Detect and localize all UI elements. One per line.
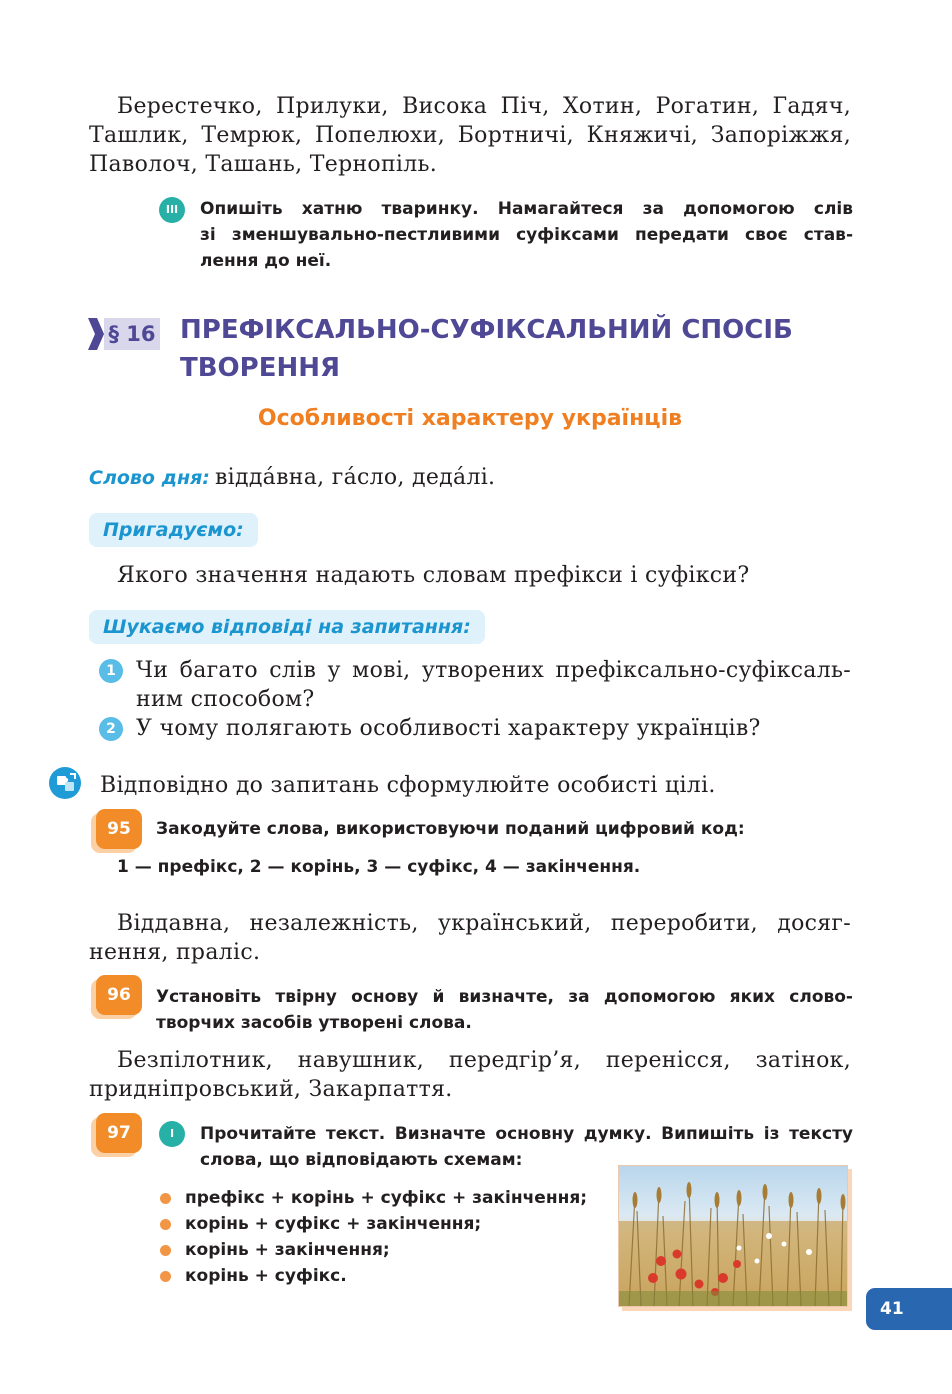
recall-label: Пригадуємо: [89,513,258,547]
bullet-icon [160,1245,171,1256]
text-line: Паволоч, Ташань, Тернопіль. [89,152,438,177]
task-level-badge: I [159,1121,185,1147]
recall-question: Якого значення надають словам префікси і суфікси? [117,563,750,588]
exercise-instruction: Закодуйте слова, використовуючи поданий цифровий код: [156,819,745,839]
text-line: творчих засобів утворені слова. [156,1013,472,1033]
question-number: 2 [99,717,123,741]
section-number: § 16 [104,318,160,350]
word-of-day-label: Слово дня: [89,467,210,489]
section-title-line: ТВОРЕННЯ [180,353,341,383]
question-number: 1 [99,659,123,683]
task-level-badge: III [159,197,185,223]
section-title [180,311,880,387]
list-item [160,1211,610,1237]
search-answers-label: Шукаємо відповіді на запитання: [89,610,485,644]
list-item [160,1237,610,1263]
section-subtitle: Особливості характеру українців [257,406,683,431]
puzzle-target-icon [48,766,82,800]
question-text [136,656,851,714]
text-line: Опишіть хатню тваринку. Намагайтеся за допомогою слів [200,199,853,219]
wheat-field-photo [618,1165,848,1307]
text-line: ним способом? [136,687,315,712]
exercise-instruction [156,984,853,1036]
text-line: придніпровський, Закарпаття. [89,1077,453,1102]
text-line: нення, праліс. [89,940,261,965]
text-line: Прочитайте текст. Визначте основну думку. Випишіть із тексту [200,1124,853,1144]
text-line: зі зменшувально-пестливими суфіксами передати своє став- [200,225,853,245]
text-line: Чи багато слів у мові, утворених префіксально-суфіксаль- [136,658,851,683]
word-of-day-text: віддáвна, гáсло, дедáлі. [214,465,496,490]
text-line: слова, що відповідають схемам: [200,1150,523,1170]
scheme-text: префікс + корінь + суфікс + закінчення; [185,1188,588,1208]
top-paragraph [89,92,851,179]
text-line: Ташлик, Темрюк, Попелюхи, Бортничі, Княжичі, Запоріжжя, [89,123,851,148]
section-chevron-icon [88,318,104,350]
page-number: 41 [866,1288,952,1330]
text-line: Віддавна, незалежність, український, переробити, досяг- [117,911,851,936]
scheme-text: корінь + суфікс + закінчення; [185,1214,482,1234]
bullet-icon [160,1219,171,1230]
scheme-text: корінь + суфікс. [185,1266,347,1286]
list-item [160,1263,610,1289]
exercise-number: 97 [96,1113,142,1153]
bullet-icon [160,1193,171,1204]
question-text: У чому полягають особливості характеру українців? [136,716,761,741]
text-line: Безпілотник, навушник, передгір’я, перенісся, затінок, [117,1048,851,1073]
list-item [160,1185,610,1211]
text-line: Берестечко, Прилуки, Висока Піч, Хотин, Рогатин, Гадяч, [117,94,851,119]
bullet-icon [160,1271,171,1282]
section-title-line: ПРЕФІКСАЛЬНО-СУФІКСАЛЬНИЙ СПОСІБ [180,315,793,345]
text-line: Установіть твірну основу й визначте, за допомогою яких слово- [156,987,853,1007]
exercise-words [89,1046,851,1104]
exercise-code: 1 — префікс, 2 — корінь, 3 — суфікс, 4 — закінчення. [117,857,641,877]
exercise-words [89,909,851,967]
goals-text: Відповідно до запитань сформулюйте особисті цілі. [100,773,716,798]
task-iii-text [200,196,853,274]
exercise-number: 96 [96,975,142,1015]
exercise-number: 95 [96,809,142,849]
text-line: лення до неї. [200,251,332,271]
scheme-text: корінь + закінчення; [185,1240,390,1260]
word-of-day [89,463,851,492]
scheme-list [160,1185,610,1289]
